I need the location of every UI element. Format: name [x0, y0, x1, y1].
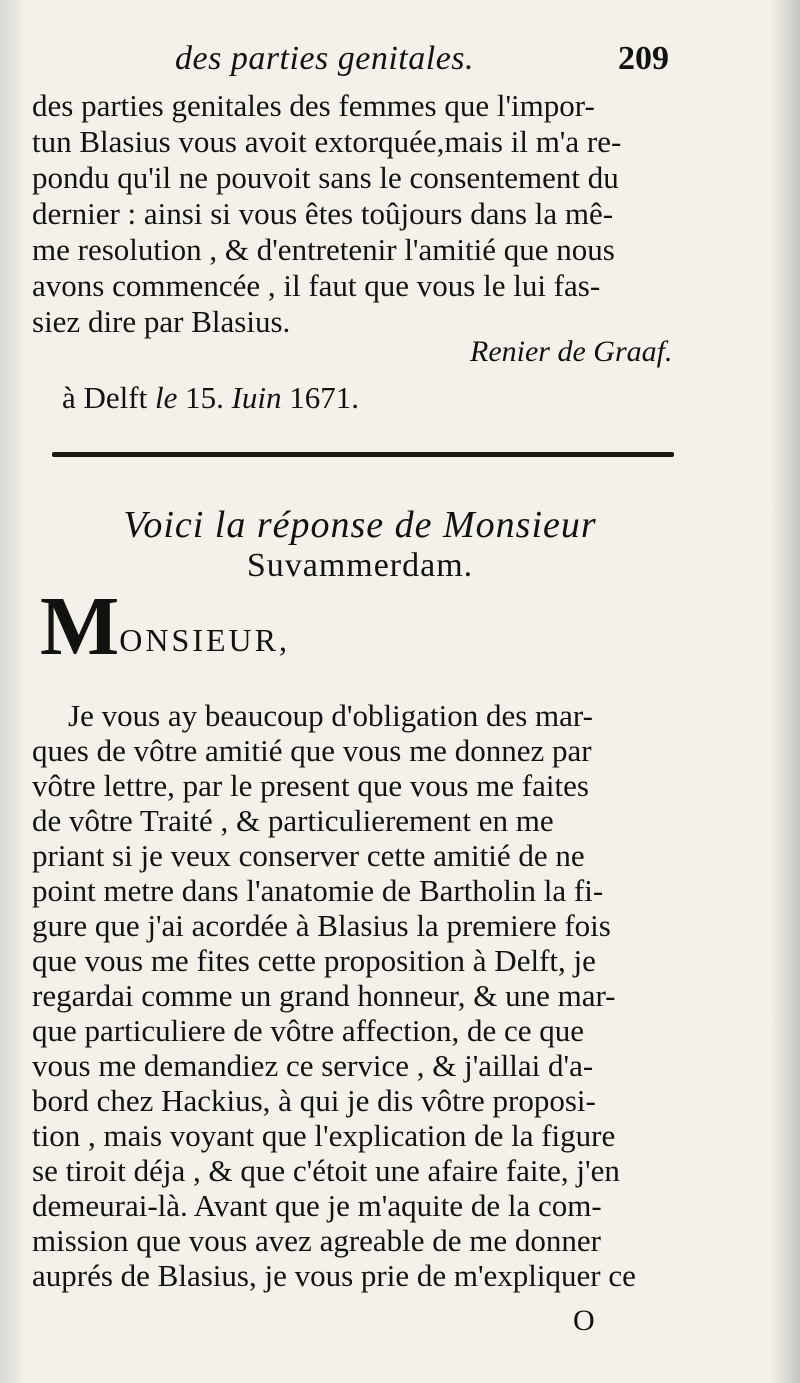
text-line: Je vous ay beaucoup d'obligation des mar-: [68, 698, 593, 733]
text-line: des parties genitales des femmes que l'impor-: [32, 88, 595, 123]
text-line: se tiroit déja , & que c'étoit une afaire faite, j'en: [32, 1153, 620, 1188]
text-line: avons commencée , il faut que vous le lui fas-: [32, 268, 601, 303]
text-line: bord chez Hackius, à qui je dis vôtre proposi-: [32, 1083, 596, 1118]
text-line: vous me demandiez ce service , & j'aillai d'a-: [32, 1048, 594, 1083]
text-line: regardai comme un grand honneur, & une mar-: [32, 978, 616, 1013]
text-line: point metre dans l'anatomie de Bartholin la fi-: [32, 873, 604, 908]
text-line: que vous me fites cette proposition à Delft, je: [32, 943, 596, 978]
letter-body-paragraph: [32, 700, 712, 1300]
salutation: [40, 580, 290, 673]
section-divider: [52, 452, 674, 457]
section-heading-name: Suvammerdam.: [246, 547, 474, 584]
dateline-le: le: [154, 380, 178, 415]
section-heading: Voici la réponse de Monsieur: [123, 504, 597, 546]
text-line: tun Blasius vous avoit extorquée,mais il m'a re-: [32, 124, 622, 159]
dateline: [62, 380, 359, 416]
text-line: pondu qu'il ne pouvoit sans le consentement du: [32, 160, 619, 195]
drop-cap: M: [40, 580, 120, 673]
catchword: O: [573, 1304, 595, 1337]
text-line: me resolution , & d'entretenir l'amitié que nous: [32, 232, 615, 267]
dateline-year: 1671.: [289, 380, 360, 415]
page-header: [0, 40, 800, 90]
text-line: dernier : ainsi si vous êtes toûjours dans la mê-: [32, 196, 614, 231]
text-line: ques de vôtre amitié que vous me donnez par: [32, 733, 592, 768]
text-line: auprés de Blasius, je vous prie de m'expliquer ce: [32, 1258, 636, 1293]
text-line: gure que j'ai acordée à Blasius la premiere fois: [32, 908, 611, 943]
text-line: que particuliere de vôtre affection, de ce que: [32, 1013, 584, 1048]
dateline-place: à Delft: [62, 380, 148, 415]
page-number: 209: [618, 40, 669, 77]
text-line: priant si je veux conserver cette amitié de ne: [32, 838, 585, 873]
text-line: tion , mais voyant que l'explication de la figure: [32, 1118, 616, 1153]
text-line: siez dire par Blasius.: [32, 304, 291, 339]
dateline-day: 15.: [185, 380, 224, 415]
running-title: des parties genitales.: [175, 40, 475, 77]
letter-conclusion-paragraph: [32, 90, 712, 340]
salutation-text: ONSIEUR,: [119, 622, 290, 658]
text-line: demeurai-là. Avant que je m'aquite de la com-: [32, 1188, 602, 1223]
signature: Renier de Graaf.: [470, 335, 673, 368]
text-line: vôtre lettre, par le present que vous me faites: [32, 768, 589, 803]
dateline-month: Iuin: [231, 380, 282, 415]
text-line: de vôtre Traité , & particulierement en me: [32, 803, 554, 838]
text-line: mission que vous avez agreable de me donner: [32, 1223, 602, 1258]
